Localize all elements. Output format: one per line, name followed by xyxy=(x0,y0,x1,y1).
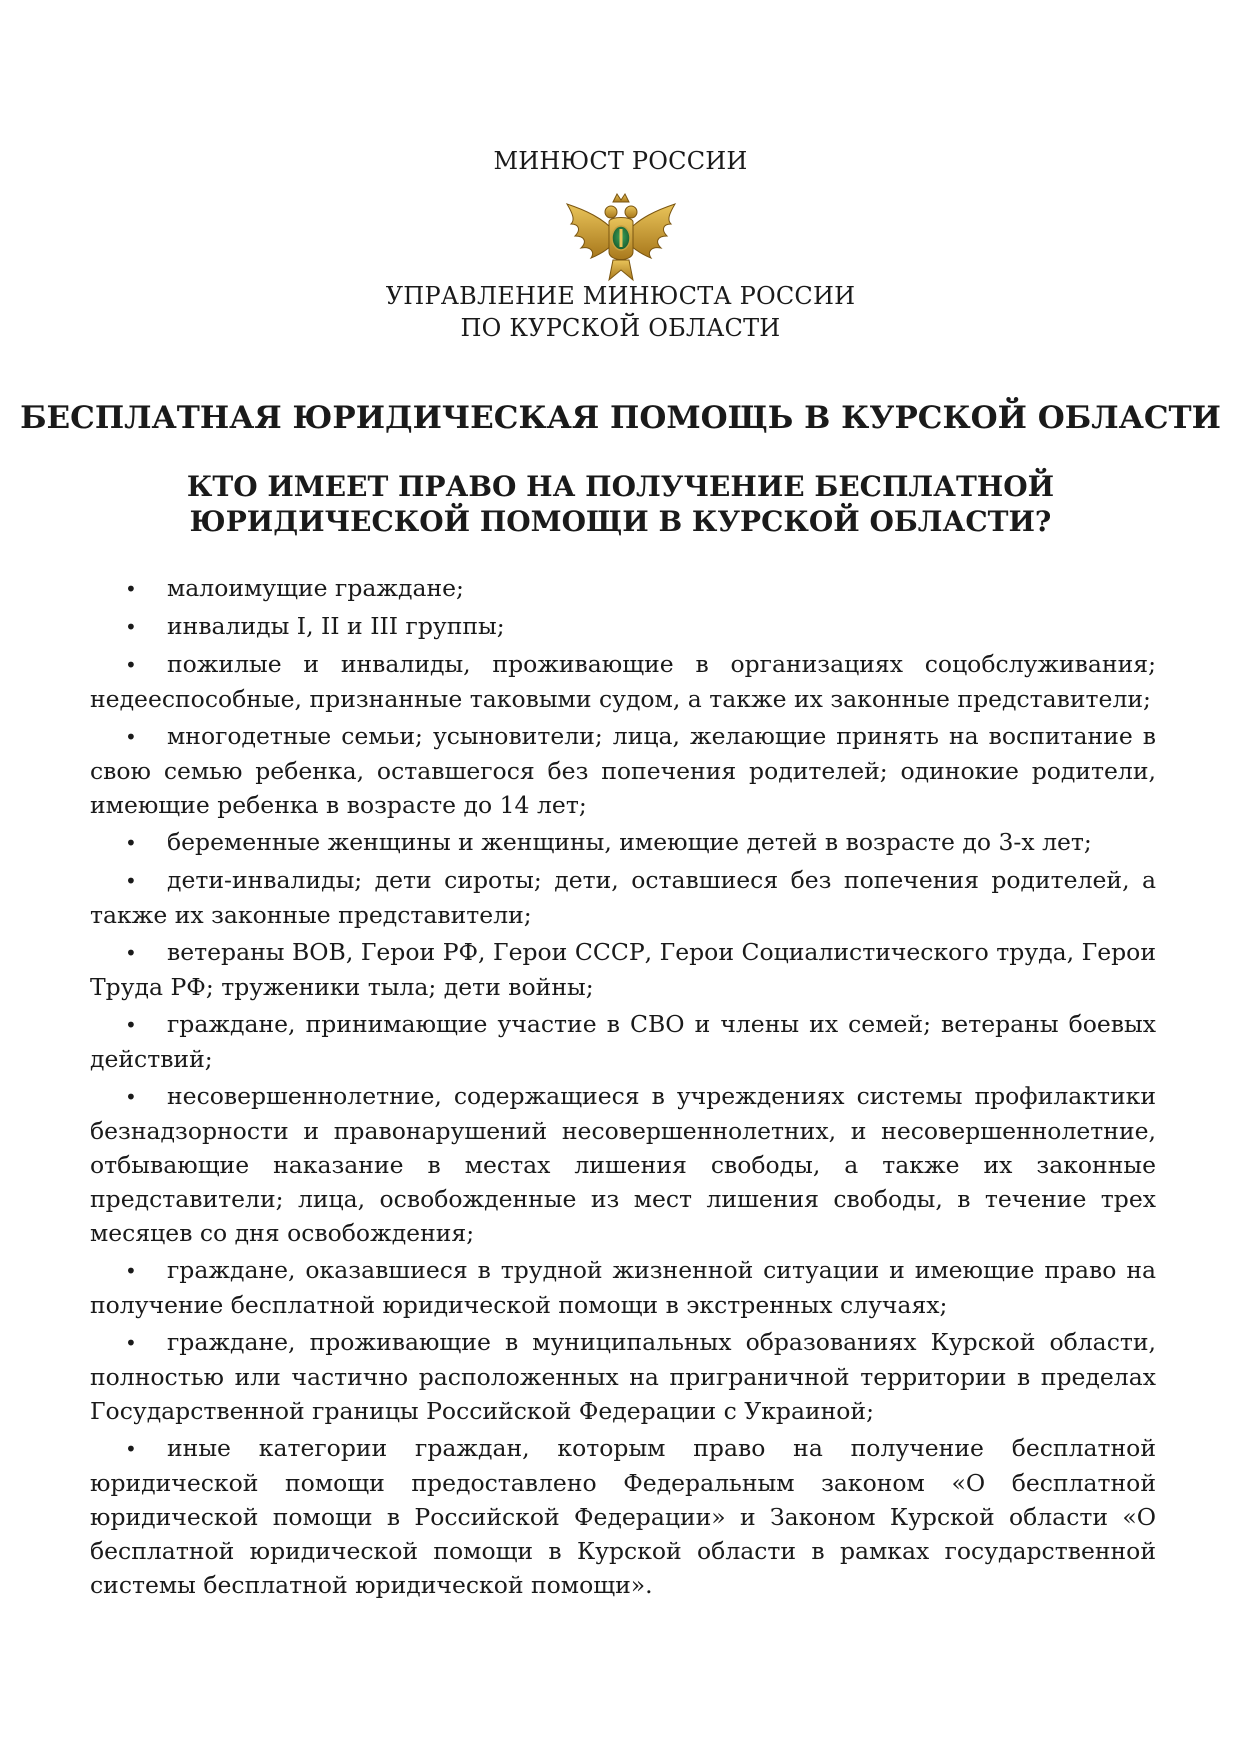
department-name-line1: УПРАВЛЕНИЕ МИНЮСТА РОССИИ xyxy=(385,282,856,310)
list-item xyxy=(90,935,1156,1004)
list-item xyxy=(90,1079,1156,1250)
list-item xyxy=(90,1253,1156,1322)
ministry-name: МИНЮСТ РОССИИ xyxy=(493,147,748,175)
bullet-icon: • xyxy=(125,725,137,749)
list-item-text: инвалиды I, II и III группы; xyxy=(167,612,505,640)
subtitle-line2: ЮРИДИЧЕСКОЙ ПОМОЩИ В КУРСКОЙ ОБЛАСТИ? xyxy=(189,505,1052,538)
bullet-icon: • xyxy=(125,1437,137,1461)
list-item-text: многодетные семьи; усыновители; лица, желающие принять на воспитание в свою семью ребенка, оставшегося без попечения родителей; одинокие родители, имеющие ребенка в возрасте до 14 лет; xyxy=(90,722,1156,819)
list-item xyxy=(90,1007,1156,1076)
bullet-icon: • xyxy=(125,869,137,893)
list-item xyxy=(90,647,1156,716)
list-item xyxy=(90,609,1156,644)
bullet-icon: • xyxy=(125,1259,137,1283)
bullet-icon: • xyxy=(125,1331,137,1355)
list-item-text: граждане, принимающие участие в СВО и члены их семей; ветераны боевых действий; xyxy=(90,1010,1156,1073)
list-item xyxy=(90,1431,1156,1602)
list-item-text: дети-инвалиды; дети сироты; дети, оставшиеся без попечения родителей, а также их законные представители; xyxy=(90,866,1156,929)
bullet-icon: • xyxy=(125,1013,137,1037)
bullet-icon: • xyxy=(125,615,137,639)
list-item-text: граждане, оказавшиеся в трудной жизненной ситуации и имеющие право на получение бесплатной юридической помощи в экстренных случаях; xyxy=(90,1256,1156,1319)
list-item xyxy=(90,571,1156,606)
list-item xyxy=(90,719,1156,822)
page-title: БЕСПЛАТНАЯ ЮРИДИЧЕСКАЯ ПОМОЩЬ В КУРСКОЙ ОБЛАСТИ xyxy=(20,400,1221,436)
bullet-icon: • xyxy=(125,831,137,855)
department-name-line2: ПО КУРСКОЙ ОБЛАСТИ xyxy=(460,314,781,342)
list-item-text: беременные женщины и женщины, имеющие детей в возрасте до 3-х лет; xyxy=(167,828,1092,856)
eligible-categories-list xyxy=(90,571,1156,1602)
list-item-text: граждане, проживающие в муниципальных образованиях Курской области, полностью или частично расположенных на приграничной территории в пределах Государственной границы Российской Федерации с Украиной; xyxy=(90,1328,1156,1425)
bullet-icon: • xyxy=(125,941,137,965)
list-item-text: пожилые и инвалиды, проживающие в организациях соцобслуживания; недееспособные, признанные таковыми судом, а также их законные представители; xyxy=(90,650,1156,713)
ministry-eagle-emblem-icon xyxy=(563,188,679,288)
list-item-text: малоимущие граждане; xyxy=(167,574,464,602)
list-item-text: несовершеннолетние, содержащиеся в учреждениях системы профилактики безнадзорности и правонарушений несовершеннолетних, и несовершеннолетние, отбывающие наказание в местах лишения свободы, а также их законные представители; лица, освобожденные из мест лишения свободы, в течение трех месяцев со дня освобождения; xyxy=(90,1082,1156,1247)
list-item-text: иные категории граждан, которым право на получение бесплатной юридической помощи предоставлено Федеральным законом «О бесплатной юридической помощи в Российской Федерации» и Законом Курской области «О бесплатной юридической помощи в Курской области в рамках государственной системы бесплатной юридической помощи». xyxy=(90,1434,1156,1599)
bullet-icon: • xyxy=(125,1085,137,1109)
bullet-icon: • xyxy=(125,577,137,601)
list-item xyxy=(90,825,1156,860)
list-item xyxy=(90,863,1156,932)
subtitle-line1: КТО ИМЕЕТ ПРАВО НА ПОЛУЧЕНИЕ БЕСПЛАТНОЙ xyxy=(186,470,1055,503)
bullet-icon: • xyxy=(125,653,137,677)
list-item-text: ветераны ВОВ, Герои РФ, Герои СССР, Герои Социалистического труда, Герои Труда РФ; труженики тыла; дети войны; xyxy=(90,938,1156,1001)
list-item xyxy=(90,1325,1156,1428)
